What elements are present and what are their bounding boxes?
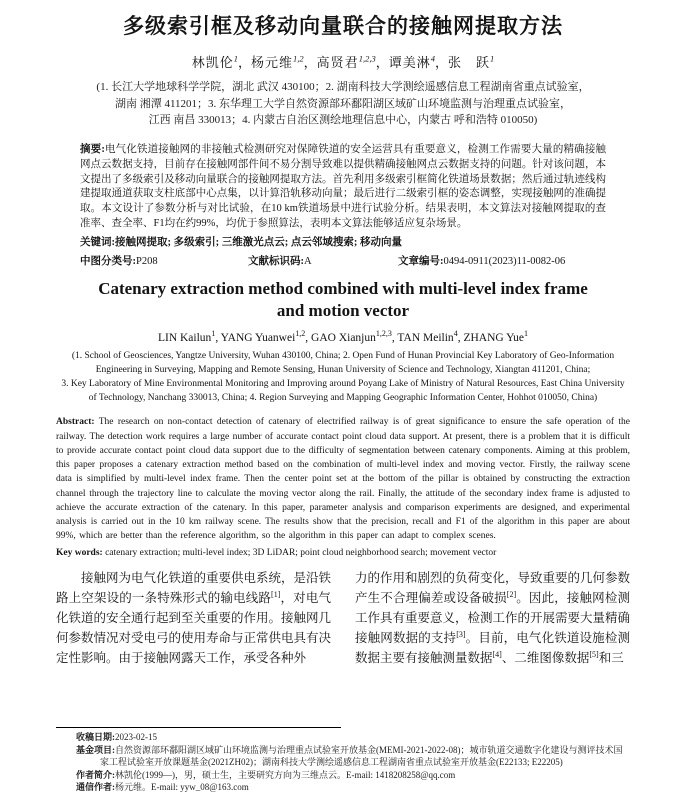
footnote-rule bbox=[56, 727, 341, 728]
english-keywords bbox=[56, 548, 630, 558]
author-cn bbox=[317, 55, 389, 70]
author-separator: ， bbox=[238, 55, 252, 71]
author-separator: ， bbox=[434, 55, 448, 71]
chinese-title: 多级索引框及移动向量联合的接触网提取方法 bbox=[123, 15, 563, 38]
author-superscript: 1,2 bbox=[293, 53, 304, 64]
citation-superscript: [2] bbox=[506, 589, 517, 599]
english-author-line bbox=[56, 329, 630, 345]
abstract-label-en: Abstract: bbox=[56, 417, 95, 428]
body-column-right bbox=[355, 568, 630, 668]
keywords-label-en: Key words: bbox=[56, 547, 103, 558]
chinese-abstract bbox=[80, 143, 606, 232]
author-name: YANG Yuanwei bbox=[220, 332, 296, 345]
author-name: 张 跃 bbox=[447, 55, 490, 71]
body-paragraph: 力的作用和剧烈的负荷变化，导致重要的几何参数产生不合理偏差或设备破损[2]。因此，接触网检测工作具有重要意义，检测工作的开展需要大量精确接触网数据的支持[3]。目前，电气化铁道设施检测数据主要有接触测量数据[4]、二维图像数据[5]和三 bbox=[355, 570, 631, 665]
author-name: 林凯伦 bbox=[191, 55, 234, 71]
author-cn bbox=[389, 55, 448, 70]
english-title: Catenary extraction method combined with multi-level index frame and motion vector bbox=[98, 279, 588, 321]
clc-number: 中图分类号:P208 bbox=[80, 256, 158, 268]
abstract-text-en: The research on non-contact detection of catenary of electrified railway is of great significance to ensure the safe operation of the railway. The detection work requires a large number of accurate contact point cloud data support. At present, there is a problem that it is difficult to provide accurate contact point cloud data support due to the difficulty of segmentation between catenary components. Aiming at this problem, this paper proposes a catenary extraction method based on the combination of multi-level index and moving vector. Firstly, the railway scene data is simplified by multi-level index frame. Then the center point set at the bottom of the pillar is obtained by constructing the extraction channel through the trajectory line to calculate the moving vector along the rail. Finally, the attitude of the secondary index frame is adjusted to achieve the accurate extraction of the catenary. In this paper, parameter analysis and comparison experiments are designed, and experimental analysis is carried out in the 10 km railway scene. The results show that the precision, recall and F1 of the algorithm in this paper are about 99%, which are better than the reference algorithm, so the algorithm in this paper can adapt to complex scenes. bbox=[56, 417, 630, 542]
author-superscript: 1 bbox=[211, 329, 216, 339]
author-separator: ， bbox=[375, 55, 389, 71]
affiliation-line: (1. School of Geosciences, Yangtze University, Wuhan 430100, China; 2. Open Fund of Hunan Provincial Key Laboratory of Geo-Information bbox=[71, 351, 615, 362]
citation-superscript: [3] bbox=[456, 629, 466, 639]
author-superscript: 4 bbox=[430, 53, 435, 64]
citation-superscript: [5] bbox=[589, 649, 599, 659]
affiliation-line: (1. 长江大学地球科学学院，湖北 武汉 430100；2. 湖南科技大学测绘遥感信息工程湖南省重点试验室， bbox=[96, 81, 590, 94]
author-separator: ， bbox=[303, 55, 317, 71]
affiliation-line: 江西 南昌 330013；4. 内蒙古自治区测绘地理信息中心，内蒙古 呼和浩特 010050) bbox=[148, 114, 538, 127]
article-id: 文章编号:0494-0911(2023)11-0082-06 bbox=[398, 256, 566, 268]
affiliation-line: 湖南 湘潭 411201；3. 东华理工大学自然资源部环鄱阳湖区域矿山环境监测与治理重点试验室， bbox=[114, 97, 572, 110]
chinese-keywords bbox=[80, 234, 606, 249]
keywords-text-cn: 接触网提取; 多级索引; 三维激光点云; 点云邻域搜索; 移动向量 bbox=[115, 237, 402, 249]
classification-line bbox=[80, 253, 606, 268]
author-en bbox=[157, 329, 221, 345]
body-paragraph: 接触网为电气化铁道的重要供电系统，是沿铁路上空架设的一条特殊形式的输电线路[1]，对电气化铁道的安全通行起到至关重要的作用。接触网几何参数情况对受电弓的使用寿命与正常供电具有决定性影响。由于接触网露天工作，承受各种外 bbox=[56, 570, 332, 665]
chinese-affiliations bbox=[56, 79, 630, 129]
citation-superscript: [4] bbox=[492, 649, 502, 659]
author-name: 杨元维 bbox=[251, 55, 294, 71]
author-name: ZHANG Yue bbox=[463, 332, 525, 345]
author-cn bbox=[192, 55, 251, 70]
footnote-author-bio: 作者简介:林凯伦(1999—)，男，硕士生，主要研究方向为三维点云。E-mail: 1418208258@qq.com bbox=[76, 769, 456, 780]
author-cn bbox=[448, 55, 494, 70]
author-separator: , bbox=[457, 332, 464, 345]
author-superscript: 1 bbox=[524, 329, 529, 339]
author-name: GAO Xianjun bbox=[311, 332, 376, 345]
citation-superscript: [1] bbox=[271, 589, 281, 599]
author-name: 高贤君 bbox=[316, 55, 359, 71]
english-abstract bbox=[56, 415, 630, 543]
author-superscript: 1,2,3 bbox=[358, 53, 376, 64]
footnote-received: 收稿日期:2023-02-15 bbox=[76, 732, 157, 743]
document-code: 文献标识码:A bbox=[248, 256, 312, 268]
author-name: LIN Kailun bbox=[157, 332, 212, 345]
footnote-fund: 基金项目:自然资源部环鄱阳湖区域矿山环境监测与治理重点试验室开放基金(MEMI-2021-2022-08)；城市轨道交通数字化建设与测评技术国家工程试验室开放课题基金(2021ZH02)；湖南科技大学测绘遥感信息工程湖南省重点试验室开放基金(E22133; E22205) bbox=[76, 744, 623, 768]
author-name: TAN Meilin bbox=[397, 332, 454, 345]
chinese-author-line bbox=[56, 52, 630, 71]
author-separator: , bbox=[215, 332, 221, 345]
abstract-label-cn: 摘要: bbox=[80, 143, 105, 155]
author-superscript: 1,2,3 bbox=[375, 329, 392, 339]
author-superscript: 1,2 bbox=[295, 329, 306, 339]
affiliation-line: of Technology, Nanchang 330013, China; 4. Region Surveying and Mapping Geographic Information Center, Hohhot 010050, China) bbox=[88, 392, 598, 403]
body-text-columns bbox=[56, 568, 630, 668]
author-separator: , bbox=[305, 332, 312, 345]
author-en bbox=[220, 329, 312, 345]
author-superscript: 1 bbox=[233, 53, 238, 64]
affiliation-line: Engineering in Surveying, Mapping and Remote Sensing, Hunan University of Science and Technology, Xiangtan 411201, China; bbox=[95, 365, 591, 376]
author-cn bbox=[251, 55, 317, 70]
abstract-text-cn: 电气化铁道接触网的非接触式检测研究对保障铁道的安全运营具有重要意义，检测工作需要大量的精确接触网点云数据支持，目前存在接触网部件间不易分割导致难以提供精确接触网点云数据支持的问题。针对该问题，本文提出了多级索引及移动向量联合的接触网提取方法。首先利用多级索引框简化铁道场景数据；然后通过轨迹线构建提取通道获取支柱底部中心点集，以计算沿轨移动向量；最后进行二级索引框的姿态调整，实现接触网的准确提取。本文设计了参数分析与对比试验，在10 km铁道场景中进行试验分析。结果表明，本文算法对接触网提取的查准率、查全率、F1均在约99%，均优于参照算法，表明本文算法能够适应复杂场景。 bbox=[80, 143, 606, 230]
body-column-left bbox=[56, 568, 331, 668]
author-superscript: 1 bbox=[490, 53, 495, 64]
footnote-corresponding-author: 通信作者:杨元维。E-mail: yyw_08@163.com bbox=[76, 782, 249, 793]
keywords-label-cn: 关键词: bbox=[80, 237, 115, 249]
keywords-text-en: catenary extraction; multi-level index; 3D LiDAR; point cloud neighborhood search; movement vector bbox=[105, 547, 497, 558]
affiliation-line: 3. Key Laboratory of Mine Environmental Monitoring and Improving around Poyang Lake of Ministry of Natural Resources, East China University bbox=[61, 378, 625, 389]
author-en bbox=[397, 329, 464, 345]
author-en bbox=[311, 329, 398, 345]
author-name: 谭美淋 bbox=[388, 55, 431, 71]
author-en bbox=[463, 329, 529, 345]
english-affiliations bbox=[56, 350, 630, 405]
footnote-block bbox=[56, 727, 630, 794]
author-superscript: 4 bbox=[453, 329, 458, 339]
author-separator: , bbox=[391, 332, 398, 345]
